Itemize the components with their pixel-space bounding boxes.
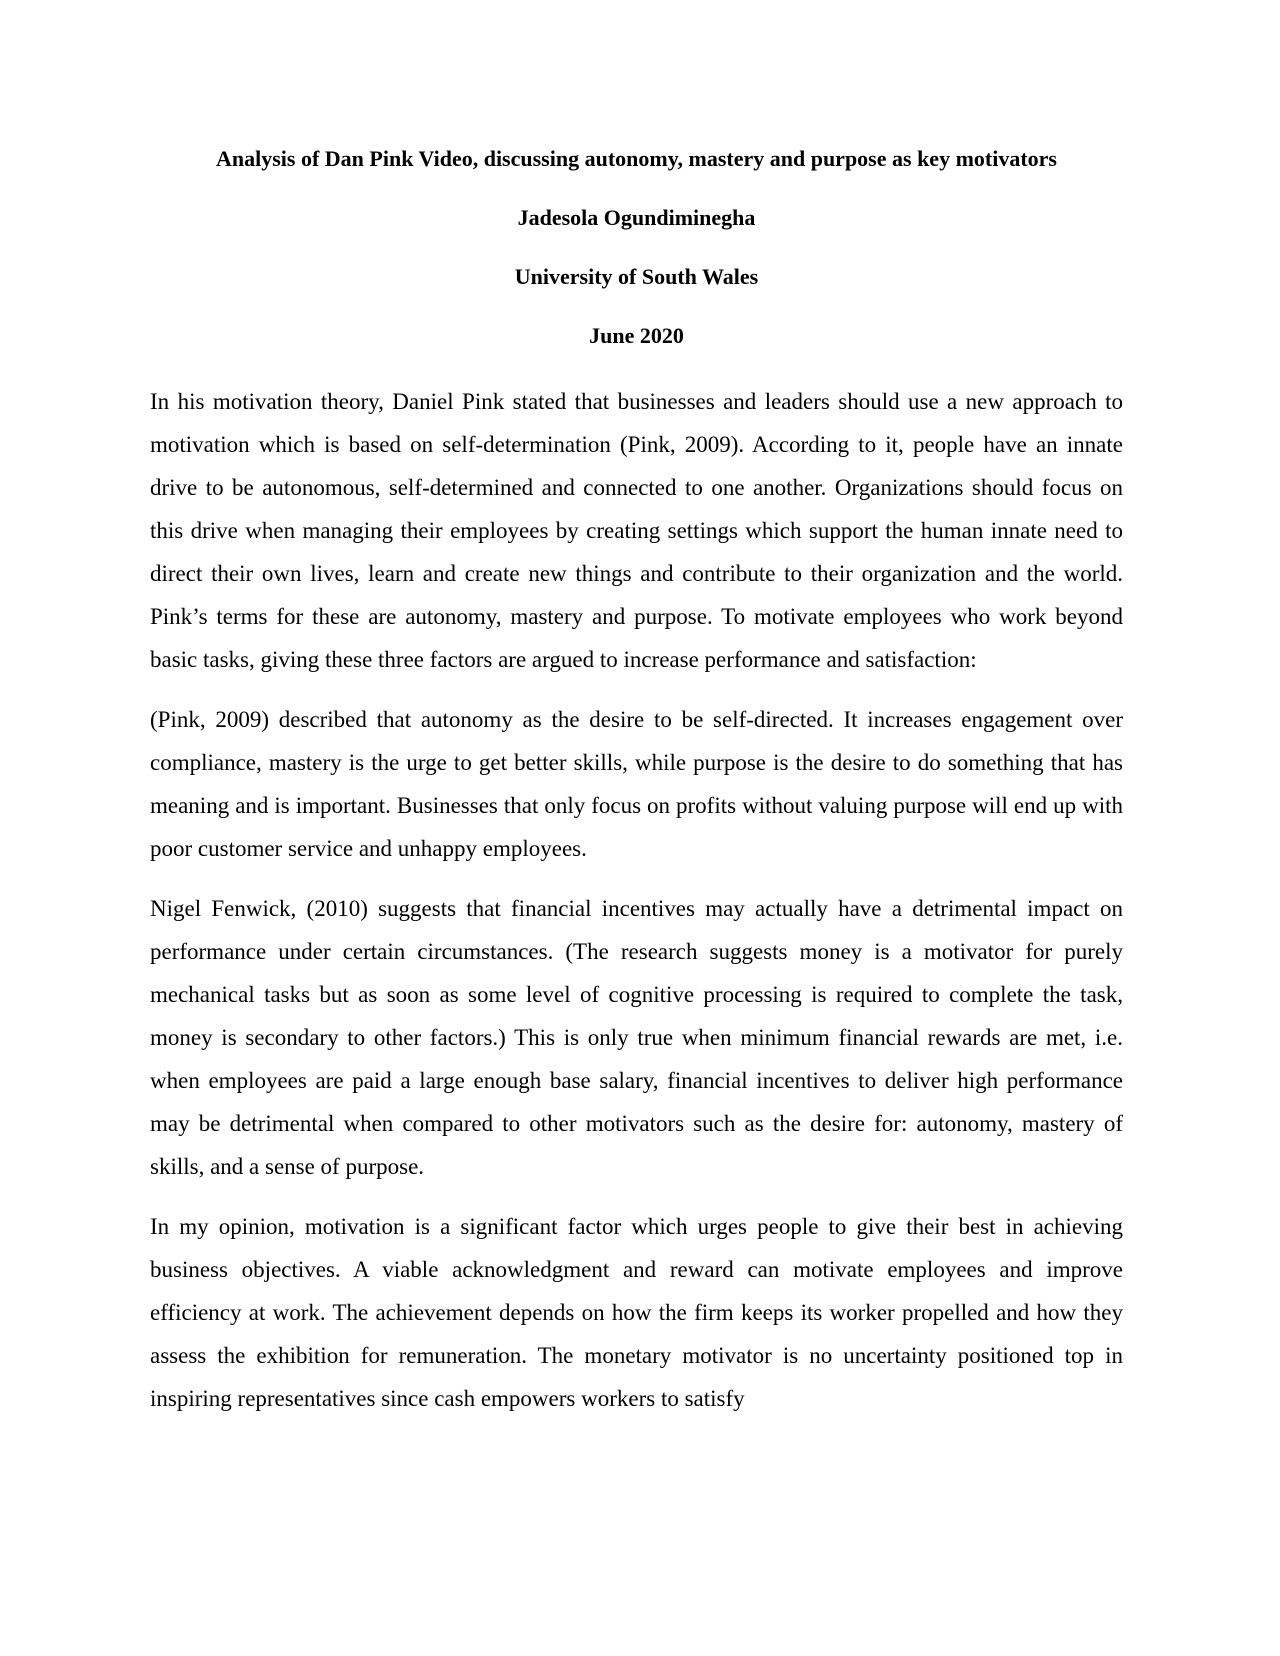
- paragraph-autonomy: (Pink, 2009) described that autonomy as the desire to be self-directed. It increases engagement over compliance, mastery is the urge to get better skills, while purpose is the desire to do something that has meaning and is important. Businesses that only focus on profits without valuing purpose will end up with poor customer service and unhappy employees.: [150, 707, 1123, 861]
- document-date: June 2020: [589, 323, 684, 348]
- paragraph-intro: In his motivation theory, Daniel Pink stated that businesses and leaders should use a new approach to motivation which is based on self-determination (Pink, 2009). According to it, people have an innate drive to be autonomous, self-determined and connected to one another. Organizations should focus on this drive when managing their employees by creating settings which support the human innate need to direct their own lives, learn and create new things and contribute to their organization and the world. Pink’s terms for these are autonomy, mastery and purpose. To motivate employees who work beyond basic tasks, giving these three factors are argued to increase performance and satisfaction:: [150, 389, 1123, 672]
- document-body: [150, 144, 1123, 1437]
- document-title: Analysis of Dan Pink Video, discussing autonomy, mastery and purpose as key motivators: [215, 146, 1057, 171]
- document-author: Jadesola Ogundiminegha: [517, 205, 756, 230]
- document-institution: University of South Wales: [514, 264, 759, 289]
- paragraph-opinion: In my opinion, motivation is a significant factor which urges people to give their best in achieving business objectives. A viable acknowledgment and reward can motivate employees and improve efficiency at work. The achievement depends on how the firm keeps its worker propelled and how they assess the exhibition for remuneration. The monetary motivator is no uncertainty positioned top in inspiring representatives since cash empowers workers to satisfy: [150, 1214, 1123, 1411]
- paragraph-fenwick: Nigel Fenwick, (2010) suggests that financial incentives may actually have a detrimental impact on performance under certain circumstances. (The research suggests money is a motivator for purely mechanical tasks but as soon as some level of cognitive processing is required to complete the task, money is secondary to other factors.) This is only true when minimum financial rewards are met, i.e. when employees are paid a large enough base salary, financial incentives to deliver high performance may be detrimental when compared to other motivators such as the desire for: autonomy, mastery of skills, and a sense of purpose.: [150, 896, 1123, 1179]
